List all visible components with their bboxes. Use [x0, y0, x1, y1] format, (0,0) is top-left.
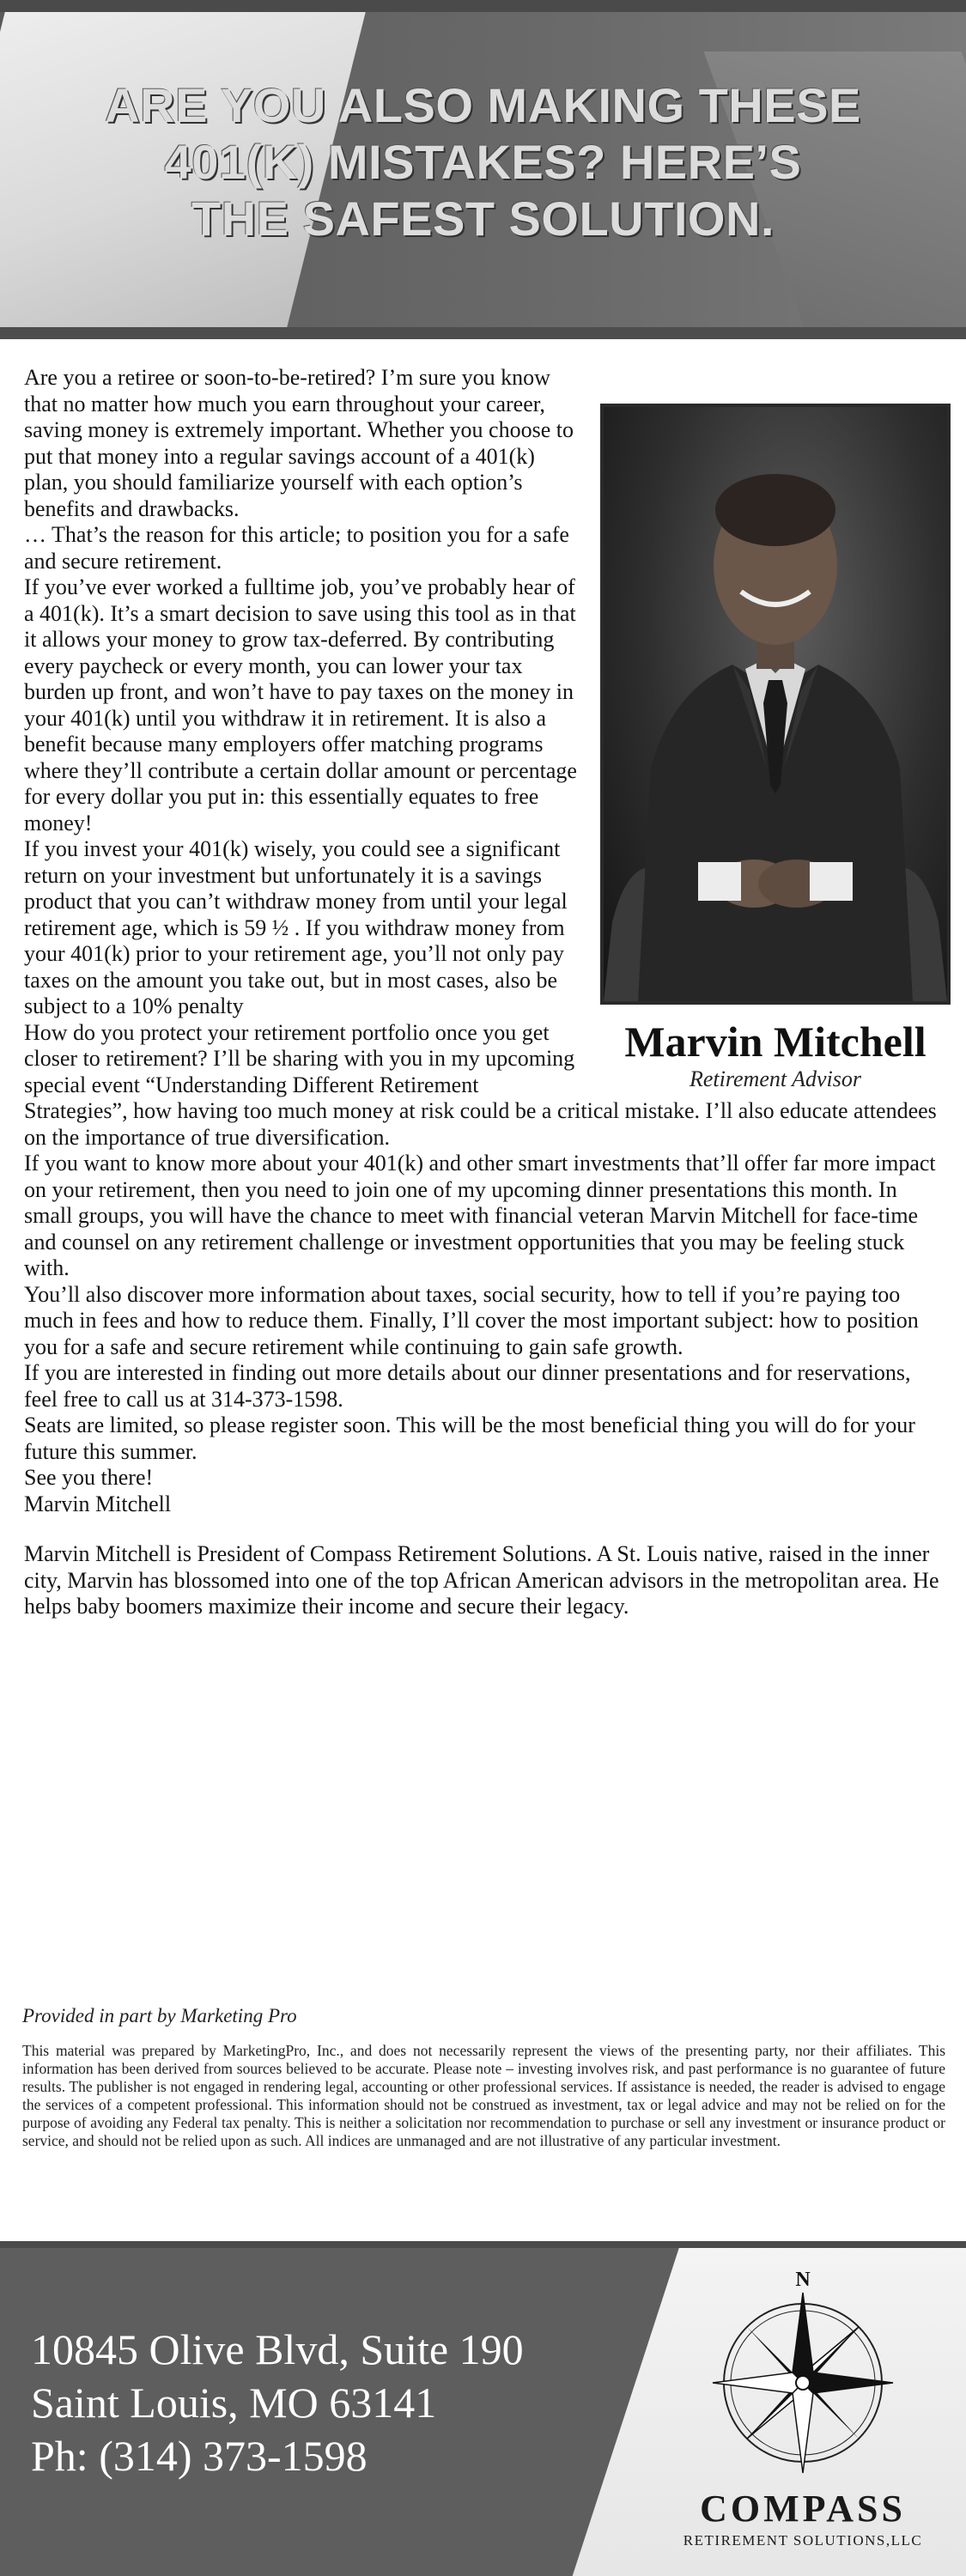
article-signature: Marvin Mitchell [24, 1491, 172, 1516]
banner-top-rule [0, 0, 966, 12]
article-paragraph: If you’ve ever worked a fulltime job, you’ve probably hear of a 401(k). It’s a smart decision to save using this tool as in that it allows your money to grow tax-deferred. By contributing every paycheck or every month, you can lower your tax burden up front, and won’t have to pay taxes on the money in your 401(k) until you withdraw it in retirement. It is also a benefit because many employers offer matching programs where they’ll contribute a certain dollar amount or percentage for every dollar you put in: this essentially equates to free money! [24, 574, 577, 835]
header-banner [0, 0, 966, 339]
headline-line: ARE YOU ALSO MAKING THESE [105, 78, 861, 132]
article-paragraph: If you invest your 401(k) wisely, you could see a significant return on your investment but unfortunately it is a savings product that you can’t withdraw money from until your legal retirement age, which is 59 ½ . If you withdraw money from your 401(k) prior to your retirement age, you’ll not only pay taxes on the amount you take out, but in most cases, also be subject to a 10% penalty [24, 836, 568, 1018]
article-paragraph: Seats are limited, so please register soon. This will be the most beneficial thing you will do for your future this summer. [24, 1413, 915, 1464]
phone-number: Ph: (314) 373-1598 [31, 2432, 368, 2480]
compass-rose-icon [696, 2267, 910, 2482]
article-paragraph: If you want to know more about your 401(k) and other smart investments that’ll offer far more impact on your retirement, then you need to join one of my upcoming dinner presentations this month. In small groups, you will have the chance to meet with financial veteran Marvin Mitchell for face-time and counsel on any retirement challenge or investment opportunities that you may be feeling stuck with. [24, 1151, 936, 1280]
article-paragraph: How do you protect your retirement portfolio once you get closer to retirement? I’ll be sharing with you in my upcoming special event “Understanding Different Retirement Strategies”, how having too much money at risk could be a critical mistake. I’ll also educate attendees on the importance of true diversification. [24, 1019, 937, 1150]
compass-north-label: N [795, 2269, 811, 2291]
contact-address [31, 2323, 524, 2482]
provided-by: Provided in part by Marketing Pro [22, 2005, 297, 2026]
article-paragraph: Are you a retiree or soon-to-be-retired? I’m sure you know that no matter how much you earn throughout your career, saving money is extremely important. Whether you choose to put that money into a regular savings account of a 401(k) plan, you should familiarize yourself with each option’s benefits and drawbacks. [24, 365, 574, 521]
headline-line: THE SAFEST SOLUTION. [191, 191, 775, 246]
advisor-name: Marvin Mitchell [624, 1018, 927, 1066]
advisor-title: Retirement Advisor [689, 1066, 861, 1091]
article-paragraph: If you are interested in finding out more details about our dinner presentations and for reservations, feel free to call us at 314-373-1598. [24, 1360, 911, 1412]
headline [0, 77, 966, 247]
advisor-photo [600, 404, 951, 1005]
address-line: 10845 Olive Blvd, Suite 190 [31, 2325, 524, 2373]
article-paragraph: You’ll also discover more information about taxes, social security, how to tell if you’re paying too much in fees and how to reduce them. Finally, I’ll cover the most important subject: how to position you for a safe and secure retirement while continuing to gain safe growth. [24, 1281, 919, 1359]
advisor-portrait-illustration [604, 407, 947, 1001]
headline-line: 401(K) MISTAKES? HERE’S [164, 135, 802, 189]
disclaimer: This material was prepared by MarketingPro, Inc., and does not necessarily represent the views of the presenting party, nor their affiliates. This information has been derived from sources believed to be accurate. Please note – investing involves risk, and past performance is no guarantee of future results. The publisher is not engaged in rendering legal, accounting or other professional services. If assistance is needed, the reader is advised to engage the services of a competent professional. This information should not be construed as investment, tax or legal advice and may not be relied on for the purpose of avoiding any Federal tax penalty. This is neither a solicitation nor recommendation to purchase or sell any investment or insurance product or service, and should not be relied upon as such. All indices are unmanaged and are not illustrative of any particular investment. [22, 2042, 945, 2149]
advisor-bio: Marvin Mitchell is President of Compass Retirement Solutions. A St. Louis native, raised in the inner city, Marvin has blossomed into one of the top African American advisors in the metropolitan area. He helps baby boomers maximize their income and secure their legacy. [24, 1541, 939, 1619]
banner-bottom-rule [0, 327, 966, 339]
article-body [24, 365, 947, 1620]
article-paragraph: See you there! [24, 1465, 154, 1490]
address-line: Saint Louis, MO 63141 [31, 2379, 437, 2427]
compass-company-name: COMPASS [700, 2488, 906, 2530]
compass-company-subtitle: RETIREMENT SOLUTIONS,LLC [683, 2532, 923, 2549]
footer [0, 2241, 966, 2576]
compass-logo [670, 2267, 936, 2559]
article-paragraph: … That’s the reason for this article; to position you for a safe and secure retirement. [24, 522, 569, 574]
advisor-card [595, 404, 956, 1092]
footer-top-rule [0, 2241, 966, 2248]
